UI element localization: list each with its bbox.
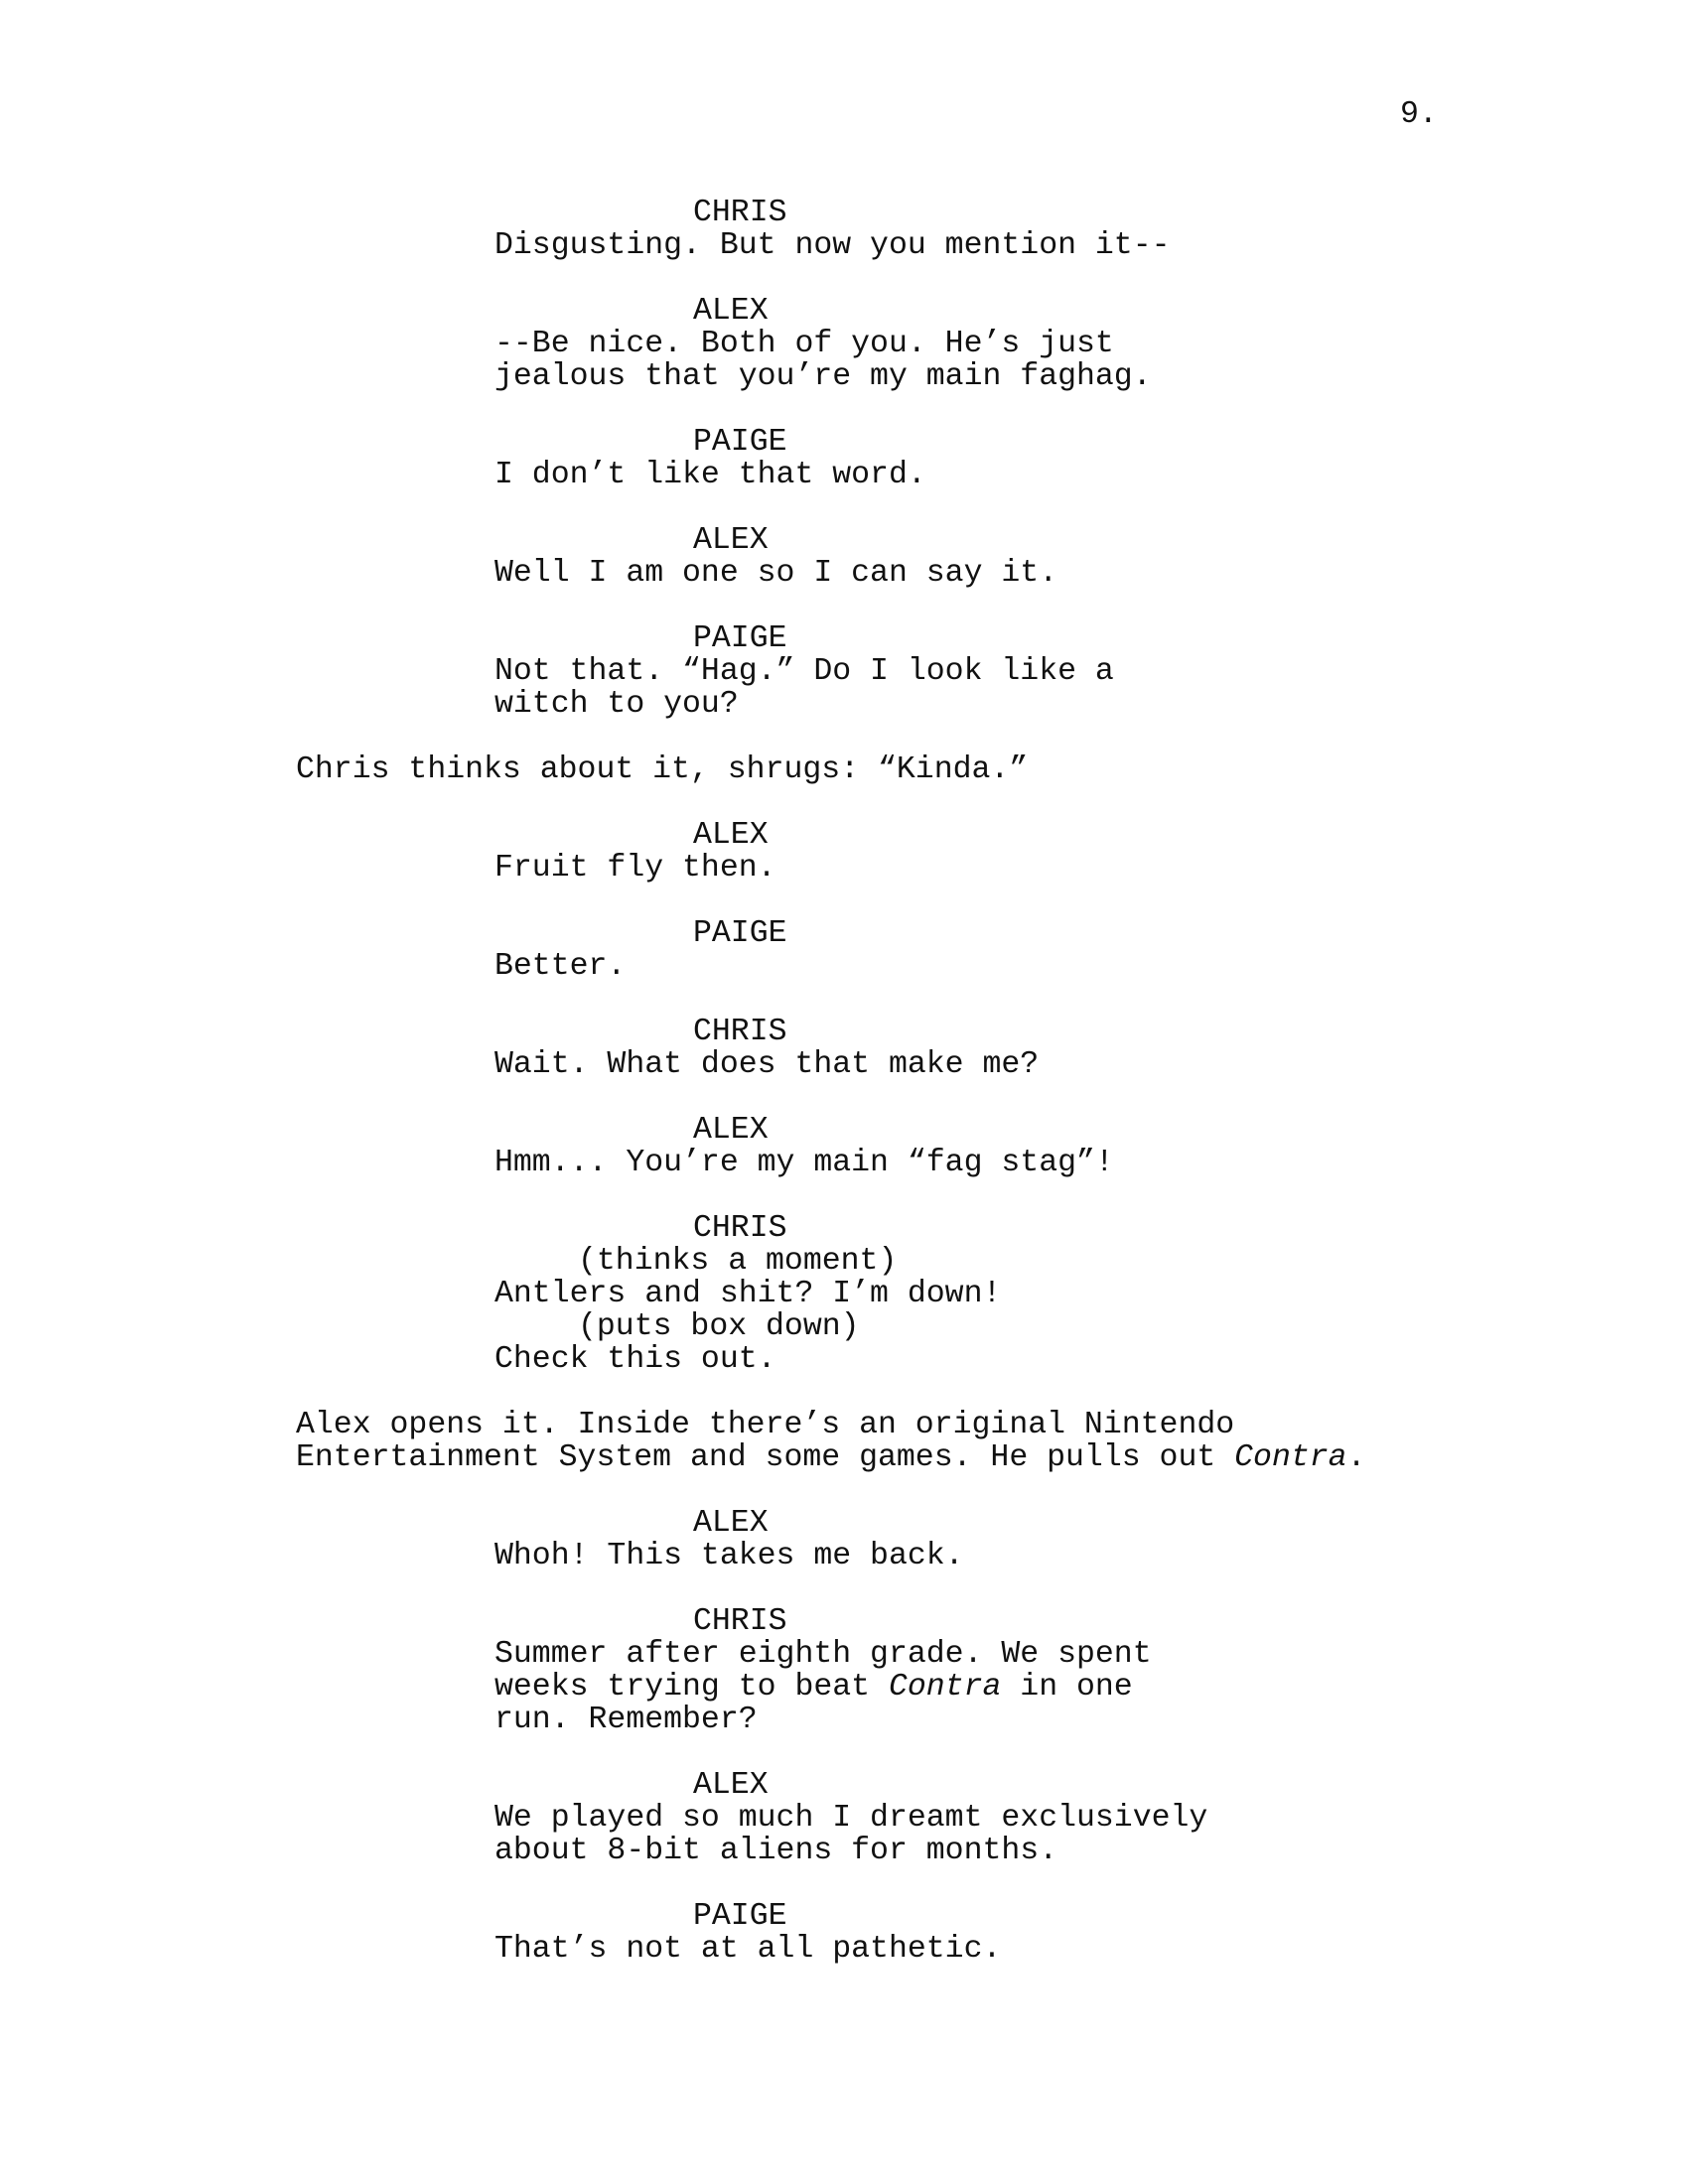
screenplay-body bbox=[0, 197, 1688, 1966]
dialogue-line bbox=[0, 688, 1688, 721]
dialogue-line bbox=[0, 1048, 1688, 1081]
page-number: 9. bbox=[1400, 97, 1438, 132]
character-line bbox=[0, 1769, 1688, 1802]
dialogue-line bbox=[0, 229, 1688, 262]
dialogue-line bbox=[0, 360, 1688, 393]
dialogue-text-tail: in one bbox=[1001, 1670, 1133, 1705]
line-gap bbox=[0, 1572, 1688, 1605]
dialogue-line bbox=[0, 1835, 1688, 1867]
character-line bbox=[0, 917, 1688, 950]
action-text: Chris thinks about it, shrugs: “Kinda.” bbox=[296, 752, 1029, 787]
character-line bbox=[0, 524, 1688, 557]
line-gap bbox=[0, 786, 1688, 819]
dialogue-text: Fruit fly then. bbox=[494, 851, 776, 886]
italic-title: Contra bbox=[888, 1670, 1002, 1705]
dialogue-line bbox=[0, 1147, 1688, 1179]
character-line bbox=[0, 1114, 1688, 1147]
line-gap bbox=[0, 1736, 1688, 1769]
character-line bbox=[0, 622, 1688, 655]
character-text: ALEX bbox=[693, 294, 769, 329]
character-line bbox=[0, 426, 1688, 459]
dialogue-text: Well I am one so I can say it. bbox=[494, 556, 1058, 591]
dialogue-text: --Be nice. Both of you. He’s just bbox=[494, 327, 1114, 361]
line-gap bbox=[0, 590, 1688, 622]
dialogue-line bbox=[0, 950, 1688, 983]
character-line bbox=[0, 1507, 1688, 1540]
line-gap bbox=[0, 491, 1688, 524]
action-text-tail: . bbox=[1346, 1440, 1366, 1475]
line-gap bbox=[0, 1376, 1688, 1409]
character-text: PAIGE bbox=[693, 621, 787, 656]
line-gap bbox=[0, 262, 1688, 295]
character-line bbox=[0, 1900, 1688, 1933]
character-text: ALEX bbox=[693, 1768, 769, 1803]
dialogue-text: weeks trying to beat bbox=[494, 1670, 889, 1705]
dialogue-text: witch to you? bbox=[494, 687, 739, 722]
character-line bbox=[0, 819, 1688, 852]
dialogue-text: Summer after eighth grade. We spent bbox=[494, 1637, 1152, 1672]
line-gap bbox=[0, 393, 1688, 426]
dialogue-line bbox=[0, 1933, 1688, 1966]
dialogue-line bbox=[0, 1704, 1688, 1736]
action-line bbox=[0, 753, 1688, 786]
line-gap bbox=[0, 1474, 1688, 1507]
dialogue-line bbox=[0, 1540, 1688, 1572]
line-gap bbox=[0, 885, 1688, 917]
dialogue-text: Disgusting. But now you mention it-- bbox=[494, 228, 1171, 263]
dialogue-line bbox=[0, 557, 1688, 590]
character-text: ALEX bbox=[693, 818, 769, 853]
line-gap bbox=[0, 721, 1688, 753]
action-text: Alex opens it. Inside there’s an original Nintendo bbox=[296, 1408, 1235, 1442]
dialogue-text: That’s not at all pathetic. bbox=[494, 1932, 1002, 1967]
dialogue-line bbox=[0, 1278, 1688, 1310]
parenthetical-text: (puts box down) bbox=[578, 1309, 860, 1344]
character-text: ALEX bbox=[693, 1113, 769, 1148]
dialogue-text: Whoh! This takes me back. bbox=[494, 1539, 964, 1573]
character-text: CHRIS bbox=[693, 1211, 787, 1246]
character-text: ALEX bbox=[693, 523, 769, 558]
dialogue-text: Antlers and shit? I’m down! bbox=[494, 1277, 1002, 1311]
dialogue-line bbox=[0, 852, 1688, 885]
dialogue-text: Not that. “Hag.” Do I look like a bbox=[494, 654, 1114, 689]
parenthetical-text: (thinks a moment) bbox=[578, 1244, 898, 1279]
character-line bbox=[0, 1016, 1688, 1048]
dialogue-text: Better. bbox=[494, 949, 627, 984]
dialogue-text: Check this out. bbox=[494, 1342, 776, 1377]
dialogue-line bbox=[0, 328, 1688, 360]
dialogue-line bbox=[0, 1638, 1688, 1671]
dialogue-line bbox=[0, 1671, 1688, 1704]
character-text: PAIGE bbox=[693, 916, 787, 951]
line-gap bbox=[0, 1179, 1688, 1212]
dialogue-text: jealous that you’re my main faghag. bbox=[494, 359, 1152, 394]
action-line bbox=[0, 1409, 1688, 1441]
dialogue-text: I don’t like that word. bbox=[494, 458, 926, 492]
dialogue-text: about 8-bit aliens for months. bbox=[494, 1834, 1058, 1868]
dialogue-line bbox=[0, 459, 1688, 491]
dialogue-text: run. Remember? bbox=[494, 1703, 758, 1737]
dialogue-line bbox=[0, 1343, 1688, 1376]
parenthetical-line bbox=[0, 1245, 1688, 1278]
dialogue-text: We played so much I dreamt exclusively bbox=[494, 1801, 1208, 1836]
character-line bbox=[0, 1605, 1688, 1638]
dialogue-text: Wait. What does that make me? bbox=[494, 1047, 1040, 1082]
character-text: PAIGE bbox=[693, 425, 787, 460]
action-text: Entertainment System and some games. He pulls out bbox=[296, 1440, 1235, 1475]
character-line bbox=[0, 295, 1688, 328]
character-text: CHRIS bbox=[693, 1604, 787, 1639]
character-line bbox=[0, 197, 1688, 229]
action-line bbox=[0, 1441, 1688, 1474]
character-text: CHRIS bbox=[693, 196, 787, 230]
character-text: ALEX bbox=[693, 1506, 769, 1541]
parenthetical-line bbox=[0, 1310, 1688, 1343]
dialogue-line bbox=[0, 1802, 1688, 1835]
italic-title: Contra bbox=[1234, 1440, 1347, 1475]
line-gap bbox=[0, 983, 1688, 1016]
dialogue-line bbox=[0, 655, 1688, 688]
line-gap bbox=[0, 1081, 1688, 1114]
character-line bbox=[0, 1212, 1688, 1245]
character-text: CHRIS bbox=[693, 1015, 787, 1049]
dialogue-text: Hmm... You’re my main “fag stag”! bbox=[494, 1146, 1114, 1180]
line-gap bbox=[0, 1867, 1688, 1900]
character-text: PAIGE bbox=[693, 1899, 787, 1934]
